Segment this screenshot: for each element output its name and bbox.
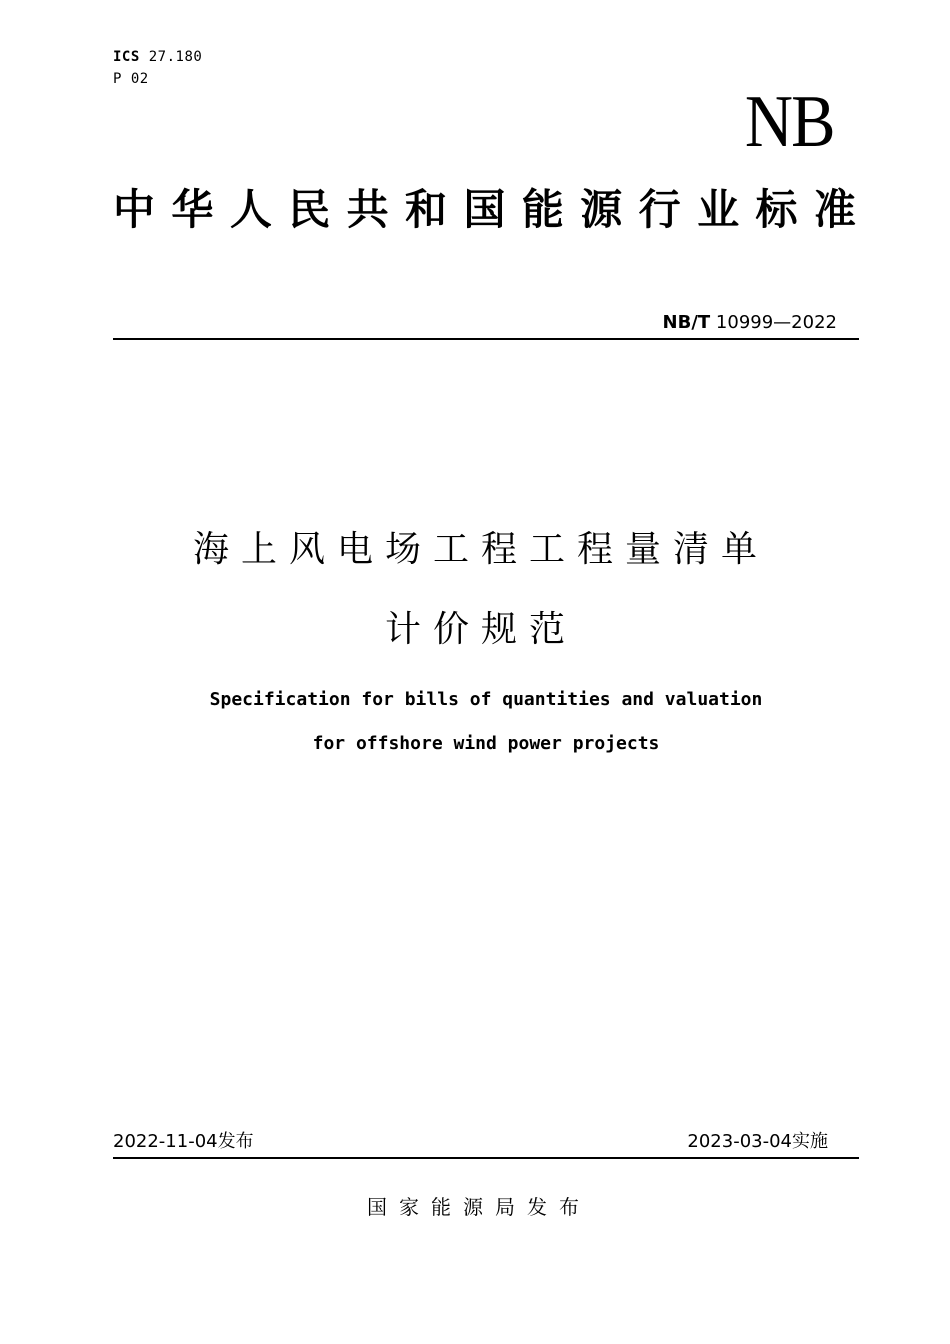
ics-line <box>113 46 202 68</box>
issue-date-label: 发布 <box>217 1131 254 1152</box>
ccs-line <box>113 68 202 90</box>
title-en-line1: Specification for bills of quantities and valuation <box>209 689 763 710</box>
effective-date-value: 2023-03-04 <box>687 1131 792 1152</box>
title-cn-line1: 海上风电场工程工程量清单 <box>192 529 769 570</box>
effective-date <box>687 1129 828 1155</box>
effective-date-label: 实施 <box>792 1131 828 1152</box>
title-cn-line2: 计价规范 <box>384 609 577 650</box>
ics-label: ICS <box>113 49 140 65</box>
standard-number: 10999—2022 <box>715 312 837 333</box>
title-en-line2: for offshore wind power projects <box>312 733 660 754</box>
ics-code: 27.180 <box>148 49 203 65</box>
nb-logo: NB <box>745 81 834 163</box>
bottom-divider <box>113 1157 859 1159</box>
standard-prefix: NB/T <box>662 312 711 333</box>
standard-code <box>663 310 837 336</box>
classification-block <box>113 46 202 90</box>
organization-title: 中 华 人 民 共 和 国 能 源 行 业 标 准 <box>113 185 859 234</box>
top-divider <box>113 338 859 340</box>
issue-date-value: 2022-11-04 <box>113 1131 218 1152</box>
issue-date <box>113 1129 254 1155</box>
ccs-label: P <box>113 71 122 87</box>
publisher: 国家能源局发布 <box>367 1195 591 1219</box>
ccs-code: 02 <box>130 71 149 87</box>
